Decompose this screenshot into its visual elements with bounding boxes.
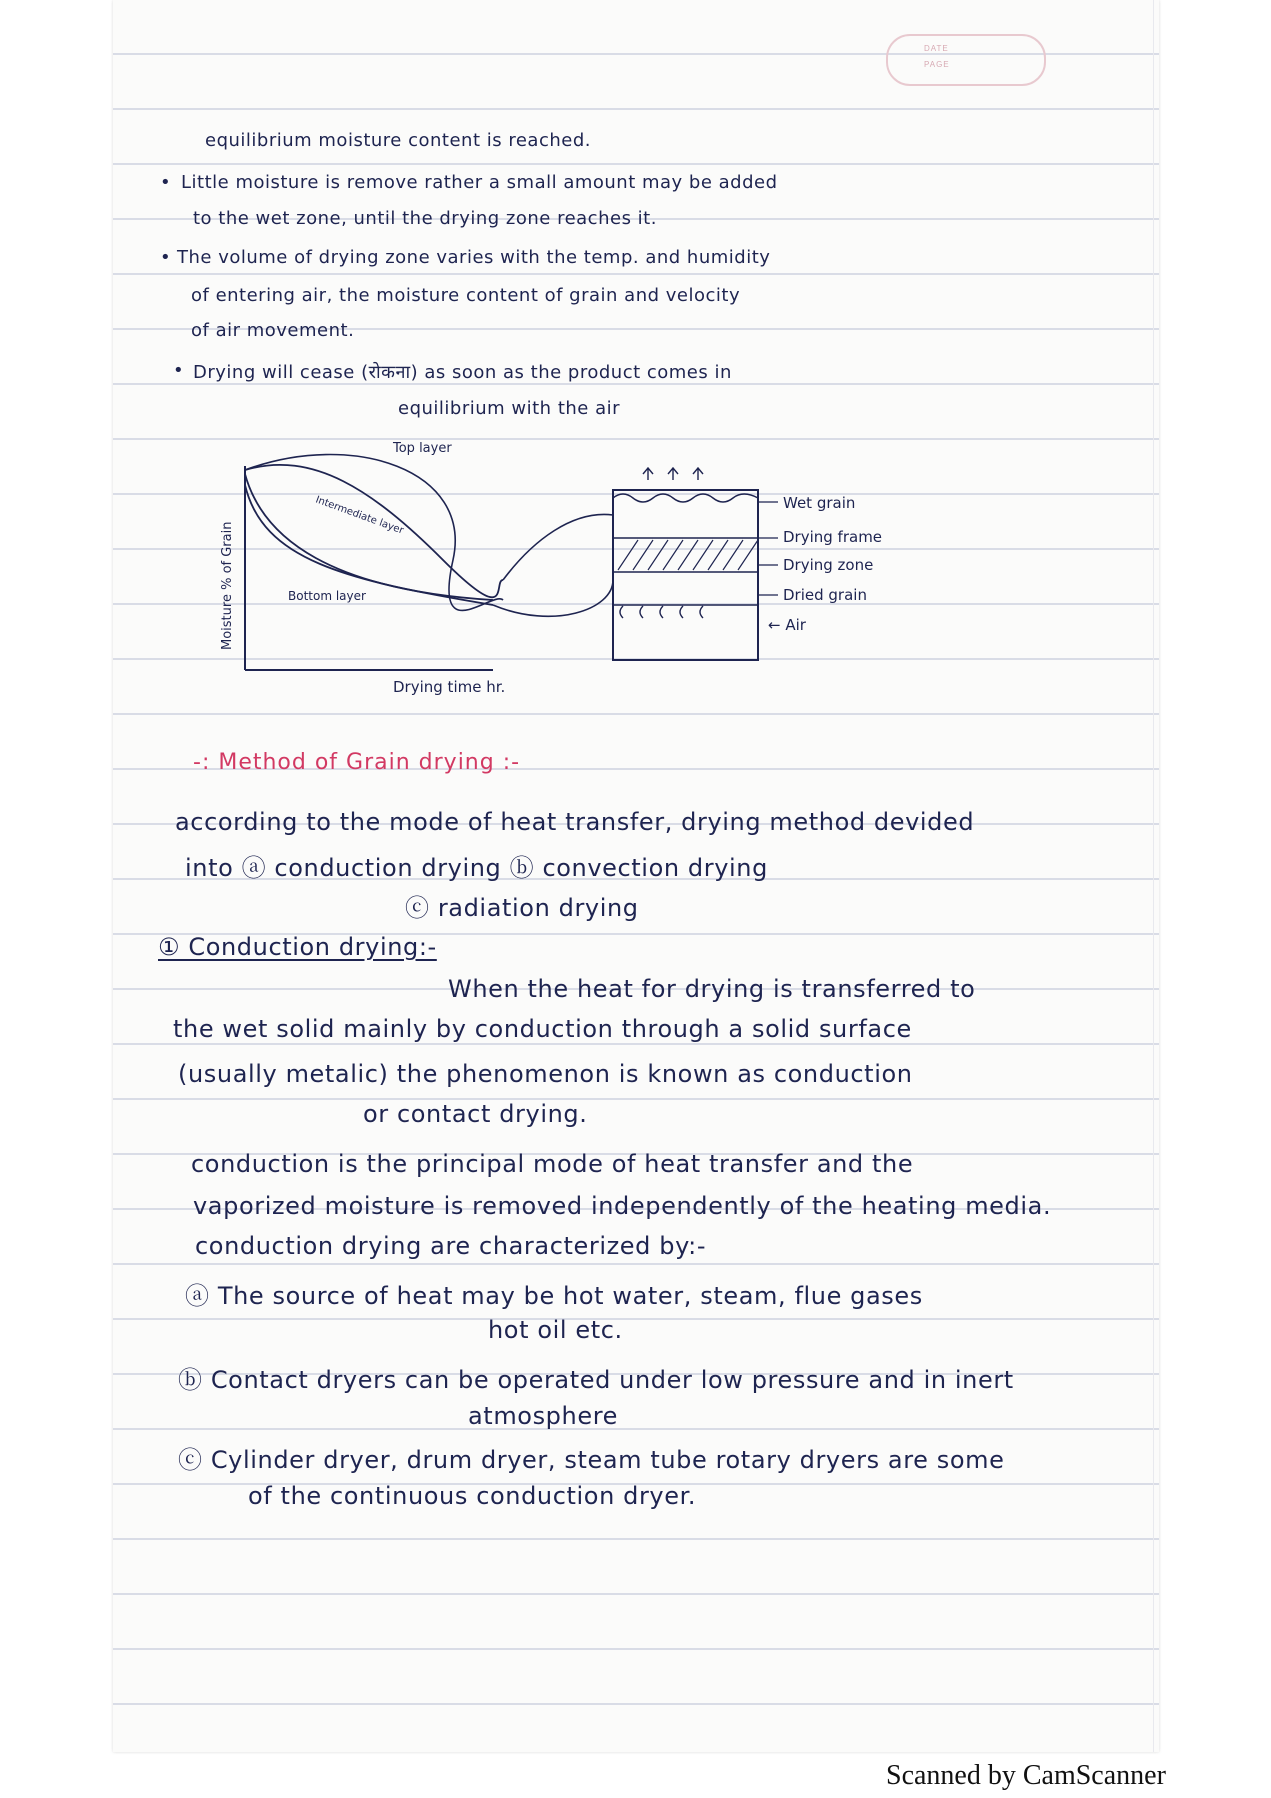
x-axis-label: Drying time hr. [393, 678, 506, 696]
point-c-line-2: of the continuous conduction dryer. [248, 1482, 697, 1510]
arrow-to-bin [503, 514, 613, 580]
scanner-watermark: Scanned by CamScanner [886, 1760, 1166, 1791]
margin-line [1153, 0, 1154, 1752]
wet-grain-label: Wet grain [783, 494, 856, 512]
line-5: of entering air, the moisture content of grain and velocity [191, 285, 741, 306]
top-layer-label: Top layer [393, 441, 452, 456]
para-3-line-1: conduction is the principal mode of heat transfer and the [191, 1150, 914, 1178]
bullet-3: • [173, 360, 184, 381]
grain-bin [613, 490, 758, 660]
graph-y-axis-label: Moisture % of Grain [220, 521, 235, 650]
drying-zone-hatch [618, 540, 758, 570]
bullet-2: • [160, 247, 171, 268]
line-8: equilibrium with the air [398, 398, 621, 419]
line-6: of air movement. [191, 320, 355, 341]
para-2-line-2: the wet solid mainly by conduction through a solid surface [173, 1015, 912, 1043]
line-2: Little moisture is remove rather a small amount may be added [181, 172, 778, 193]
top-layer-curve [245, 465, 503, 597]
point-b-line-2: atmosphere [468, 1402, 618, 1430]
wet-grain-surface [613, 494, 758, 502]
bottom-layer-label: Bottom layer [288, 589, 366, 603]
drying-zone-label: Drying zone [783, 556, 874, 574]
line-7: Drying will cease (रोकना) as soon as the product comes in [193, 362, 732, 383]
para-1-line-3: ⓒ radiation drying [405, 894, 639, 922]
para-1-line-1: according to the mode of heat transfer, drying method devided [175, 808, 975, 836]
point-b-line-1: ⓑ Contact dryers can be operated under low pressure and in inert [178, 1366, 1014, 1394]
section-heading: -: Method of Grain drying :- [193, 750, 521, 775]
drying-diagram [193, 430, 973, 710]
up-arrows [643, 468, 703, 480]
line-1: equilibrium moisture content is reached. [205, 130, 591, 151]
para-3-line-2: vaporized moisture is removed independently of the heating media. [193, 1192, 1052, 1220]
line-3: to the wet zone, until the drying zone reaches it. [193, 208, 657, 229]
point-a-line-2: hot oil etc. [488, 1316, 623, 1344]
stamp-page-label: PAGE [924, 60, 950, 69]
para-2-line-4: or contact drying. [363, 1100, 588, 1128]
arrow-to-bin-2 [493, 580, 613, 616]
air-label: ← Air [768, 616, 806, 634]
drying-frame-label: Drying frame [783, 528, 883, 546]
line-4: The volume of drying zone varies with the temp. and humidity [177, 247, 771, 268]
dried-grain-label: Dried grain [783, 586, 867, 604]
para-1-line-2: into ⓐ conduction drying ⓑ convection drying [185, 854, 768, 882]
top-layer-outer-curve [245, 454, 503, 610]
air-entry-marks [620, 606, 703, 618]
stamp-date-label: DATE [924, 44, 949, 53]
point-c-line-1: ⓒ Cylinder dryer, drum dryer, steam tube rotary dryers are some [178, 1446, 1005, 1474]
para-2-line-1: When the heat for drying is transferred to [448, 975, 976, 1003]
date-page-stamp [886, 34, 1046, 86]
intermediate-layer-label: Intermediate layer [313, 494, 405, 537]
para-3-line-3: conduction drying are characterized by:- [195, 1232, 707, 1260]
sub-heading-conduction: ① Conduction drying:- [158, 933, 437, 961]
point-a-line-1: ⓐ The source of heat may be hot water, steam, flue gases [185, 1282, 923, 1310]
para-2-line-3: (usually metalic) the phenomenon is known as conduction [178, 1060, 913, 1088]
bullet-1: • [160, 172, 171, 193]
notebook-page [113, 0, 1159, 1752]
